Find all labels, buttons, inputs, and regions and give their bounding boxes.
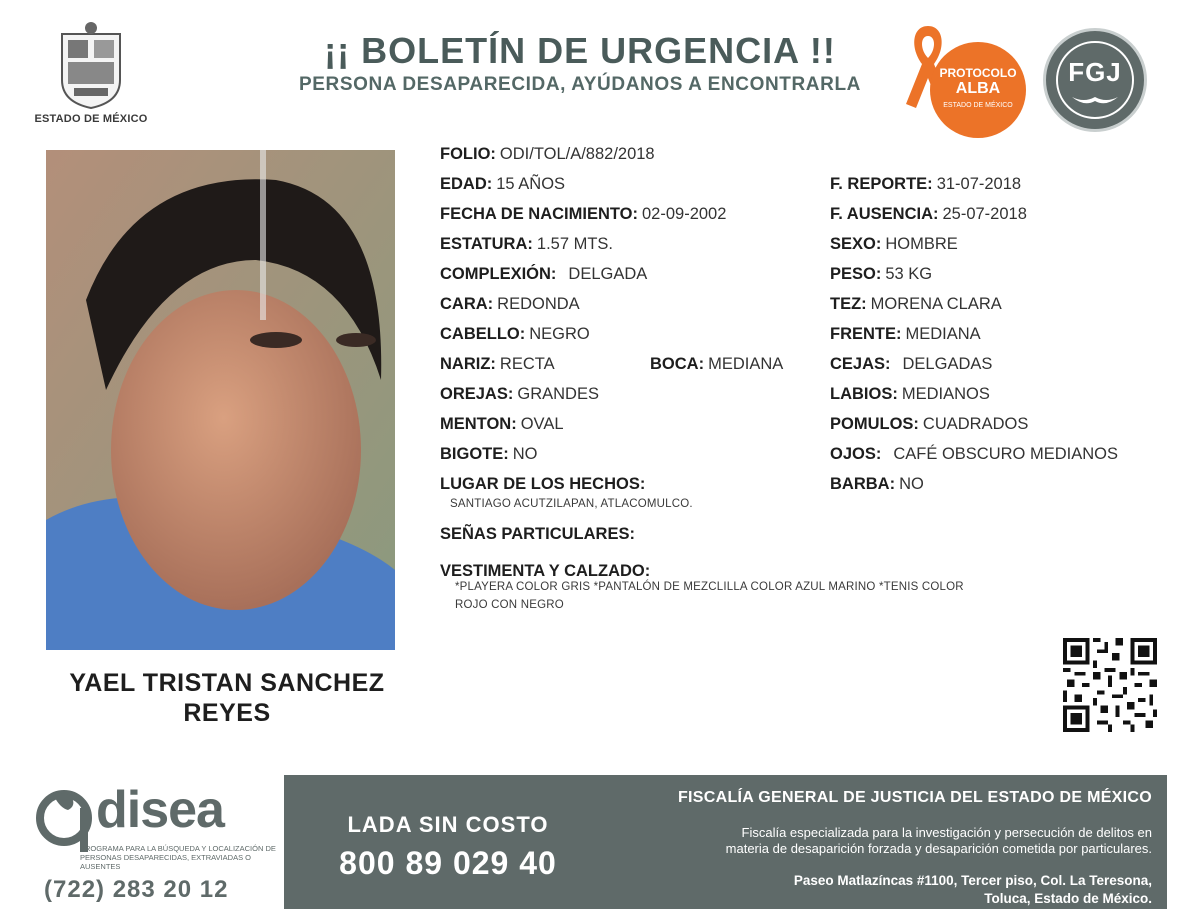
missing-person-photo (46, 150, 395, 650)
protocolo-alba-logo (898, 22, 1030, 132)
field-ojos (830, 445, 1118, 464)
cara-value: REDONDA (497, 295, 580, 313)
pomulos-value: CUADRADOS (922, 415, 1029, 433)
reporte-value: 31-07-2018 (936, 175, 1022, 193)
address-line-2: Toluca, Estado de México. (984, 891, 1152, 906)
ausencia-value: 25-07-2018 (942, 205, 1027, 223)
vestimenta-line-1: *PLAYERA COLOR GRIS *PANTALÓN DE MEZCLILLA COLOR AZUL MARINO *TENIS COLOR (455, 581, 964, 593)
sexo-label: SEXO: (830, 235, 882, 253)
field-sexo (830, 235, 958, 254)
bigote-value: NO (512, 445, 538, 463)
fiscalia-desc-line-1: Fiscalía especializada para la investigación y persecución de delitos en (741, 825, 1152, 840)
peso-value: 53 KG (885, 265, 933, 283)
fgj-logo (1043, 28, 1147, 132)
complexion-value: DELGADA (568, 265, 648, 283)
cejas-value: DELGADAS (902, 355, 993, 373)
field-menton (440, 415, 564, 434)
pomulos-label: POMULOS: (830, 415, 919, 433)
bulletin-subtitle: PERSONA DESAPARECIDA, AYÚDANOS A ENCONTRARLA (299, 74, 861, 95)
lada-label: LADA SIN COSTO (347, 812, 549, 837)
folio-value: ODI/TOL/A/882/2018 (499, 145, 655, 163)
bigote-label: BIGOTE: (440, 445, 509, 463)
peso-label: PESO: (830, 265, 882, 283)
vestimenta-line-2: ROJO CON NEGRO (455, 599, 564, 611)
odisea-phone[interactable]: (722) 283 20 12 (44, 876, 229, 903)
field-senas (440, 525, 639, 544)
field-boca (650, 355, 783, 374)
nariz-value: RECTA (499, 355, 555, 373)
frente-label: FRENTE: (830, 325, 902, 343)
field-complexion (440, 265, 647, 284)
nacimiento-label: FECHA DE NACIMIENTO: (440, 205, 638, 223)
cara-label: CARA: (440, 295, 494, 313)
person-name: YAEL TRISTAN SANCHEZ REYES (69, 669, 385, 727)
barba-label: BARBA: (830, 475, 896, 493)
sexo-value: HOMBRE (885, 235, 958, 253)
tez-value: MORENA CLARA (870, 295, 1002, 313)
field-fecha-ausencia (830, 205, 1027, 224)
senas-label: SEÑAS PARTICULARES: (440, 525, 635, 543)
qr-code[interactable] (1063, 638, 1157, 732)
field-barba (830, 475, 924, 494)
menton-label: MENTON: (440, 415, 517, 433)
estado-de-mexico-seal (52, 20, 130, 110)
field-frente (830, 325, 981, 344)
lada-phone-number[interactable]: 800 89 029 40 (339, 845, 557, 881)
labios-label: LABIOS: (830, 385, 898, 403)
edad-label: EDAD: (440, 175, 493, 193)
barba-value: NO (899, 475, 924, 493)
complexion-label: COMPLEXIÓN: (440, 265, 557, 283)
field-edad (440, 175, 565, 194)
field-tez (830, 295, 1002, 314)
field-folio (440, 145, 655, 164)
field-lugar-label (440, 475, 649, 494)
nacimiento-value: 02-09-2002 (642, 205, 727, 223)
bulletin-title: ¡¡ BOLETÍN DE URGENCIA !! (324, 30, 836, 71)
wings-icon (1070, 93, 1120, 109)
address-line-1: Paseo Matlazíncas #1100, Tercer piso, Col. La Teresona, (793, 873, 1152, 888)
vestimenta-label: VESTIMENTA Y CALZADO: (440, 562, 651, 580)
field-cabello (440, 325, 590, 344)
frente-value: MEDIANA (905, 325, 981, 343)
field-labios (830, 385, 990, 404)
lugar-label: LUGAR DE LOS HECHOS: (440, 475, 646, 493)
cabello-label: CABELLO: (440, 325, 526, 343)
seal-caption: ESTADO DE MÉXICO (34, 113, 148, 125)
boca-label: BOCA: (650, 355, 705, 373)
field-pomulos (830, 415, 1028, 434)
estatura-label: ESTATURA: (440, 235, 533, 253)
orejas-label: OREJAS: (440, 385, 514, 403)
cabello-value: NEGRO (529, 325, 590, 343)
nariz-label: NARIZ: (440, 355, 496, 373)
field-estatura (440, 235, 613, 254)
fiscalia-address (600, 872, 1152, 908)
odisea-wordmark: disea (96, 781, 224, 839)
reporte-label: F. REPORTE: (830, 175, 933, 193)
alba-line-2: ALBA (955, 80, 1001, 97)
edad-value: 15 AÑOS (496, 175, 566, 193)
field-fecha-nacimiento (440, 205, 726, 224)
odisea-description: PROGRAMA PARA LA BÚSQUEDA Y LOCALIZACIÓN DE PERSONAS DESAPARECIDAS, EXTRAVIADAS O AUSENTES (80, 844, 276, 871)
boca-value: MEDIANA (708, 355, 784, 373)
estatura-value: 1.57 MTS. (536, 235, 614, 253)
menton-value: OVAL (520, 415, 564, 433)
field-nariz (440, 355, 555, 374)
fgj-text: FGJ (1068, 57, 1122, 87)
ojos-label: OJOS: (830, 445, 882, 463)
fiscalia-desc-line-2: materia de desaparición forzada y desaparición cometida por particulares. (725, 841, 1152, 856)
orejas-value: GRANDES (517, 385, 599, 403)
alba-line-3: ESTADO DE MÉXICO (943, 102, 1013, 109)
field-cejas (830, 355, 992, 374)
cejas-label: CEJAS: (830, 355, 891, 373)
field-cara (440, 295, 580, 314)
alba-line-1: PROTOCOLO (939, 66, 1017, 80)
folio-label: FOLIO: (440, 145, 496, 163)
field-bigote (440, 445, 538, 464)
field-vestimenta (440, 562, 654, 581)
tez-label: TEZ: (830, 295, 867, 313)
fiscalia-title: FISCALÍA GENERAL DE JUSTICIA DEL ESTADO DE MÉXICO (677, 789, 1152, 806)
ausencia-label: F. AUSENCIA: (830, 205, 939, 223)
lugar-value: SANTIAGO ACUTZILAPAN, ATLACOMULCO. (450, 498, 693, 510)
field-orejas (440, 385, 599, 404)
field-fecha-reporte (830, 175, 1021, 194)
labios-value: MEDIANOS (901, 385, 990, 403)
qr-code-icon (1063, 638, 1157, 732)
ojos-value: CAFÉ OBSCURO MEDIANOS (893, 445, 1118, 463)
fiscalia-description (600, 825, 1152, 857)
field-peso (830, 265, 932, 284)
